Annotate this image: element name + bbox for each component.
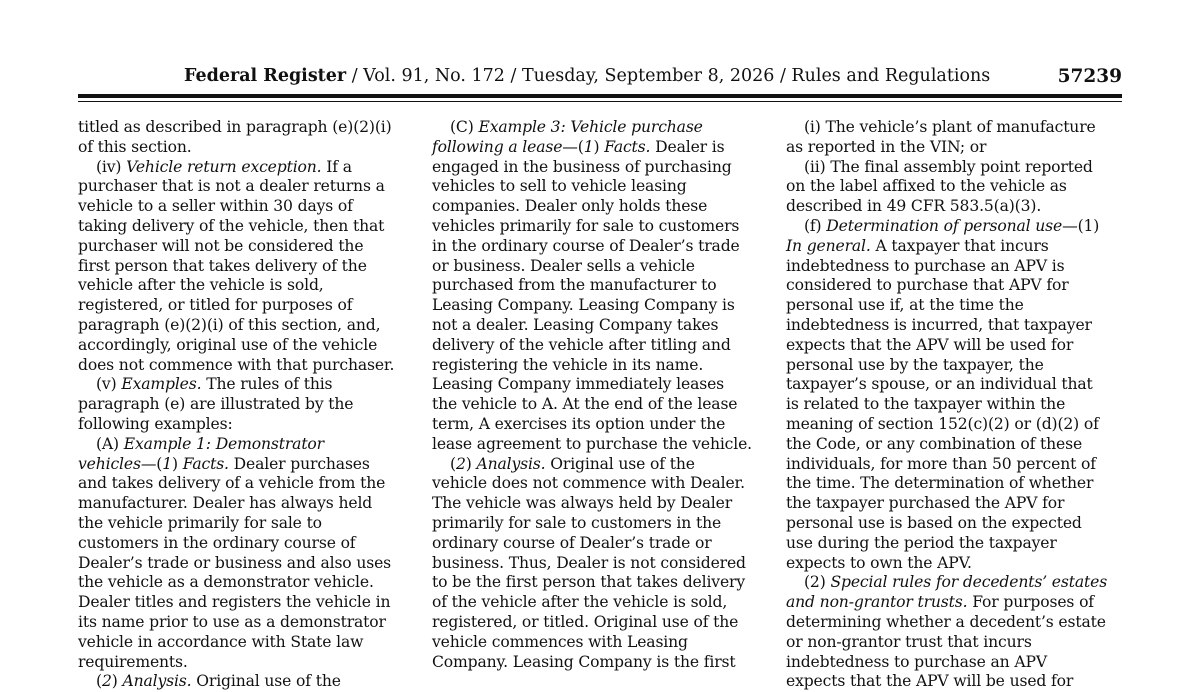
- text-line: [432, 356, 774, 376]
- text-line: [78, 613, 420, 633]
- text-column-3: [786, 118, 1128, 692]
- text-line: [432, 534, 774, 554]
- text-run: or non-grantor trust that incurs: [786, 632, 1032, 651]
- text-line: [78, 375, 420, 395]
- header-rule-thick: [78, 94, 1122, 98]
- text-run: personal use if, at the time the: [786, 296, 1024, 315]
- text-line: [78, 276, 420, 296]
- text-line: [786, 474, 1128, 494]
- text-run: —(1): [1062, 216, 1100, 235]
- text-line: [786, 375, 1128, 395]
- text-line: [432, 158, 774, 178]
- text-run: on the label affixed to the vehicle as: [786, 177, 1067, 196]
- text-run: of this section.: [78, 137, 192, 156]
- text-line: [78, 217, 420, 237]
- text-line: [432, 217, 774, 237]
- text-run: registering the vehicle in its name.: [432, 355, 704, 374]
- text-run: described in 49 CFR 583.5(a)(3).: [786, 197, 1042, 216]
- text-run: considered to purchase that APV for: [786, 276, 1069, 295]
- text-run: ): [465, 454, 477, 473]
- text-line: [432, 653, 774, 673]
- text-run: vehicles to sell to vehicle leasing: [432, 177, 687, 196]
- text-line: [432, 455, 774, 475]
- italic-run: and non-grantor trusts.: [786, 593, 968, 612]
- text-line: [432, 177, 774, 197]
- text-run: vehicle in accordance with State law: [78, 632, 364, 651]
- text-line: [786, 118, 1128, 138]
- text-line: [786, 336, 1128, 356]
- section-name: Rules and Regulations: [791, 66, 991, 86]
- text-line: [78, 474, 420, 494]
- italic-run: 1: [583, 137, 594, 156]
- text-run: accordingly, original use of the vehicle: [78, 335, 378, 354]
- text-line: [78, 395, 420, 415]
- text-run: ): [593, 137, 605, 156]
- text-line: [786, 296, 1128, 316]
- italic-run: following a lease: [432, 137, 563, 156]
- text-run: paragraph (e) are illustrated by the: [78, 395, 354, 414]
- text-run: taxpayer’s spouse, or an individual that: [786, 375, 1093, 394]
- text-run: (: [96, 672, 102, 691]
- text-line: [432, 573, 774, 593]
- text-line: [432, 474, 774, 494]
- italic-run: In general.: [786, 236, 871, 255]
- text-run: of the vehicle after the vehicle is sold,: [432, 593, 728, 612]
- text-line: [78, 138, 420, 158]
- text-run: —(: [140, 454, 163, 473]
- text-run: vehicles primarily for sale to customers: [432, 216, 740, 235]
- text-line: [786, 633, 1128, 653]
- italic-run: Examples.: [121, 375, 202, 394]
- text-run: its name prior to use as a demonstrator: [78, 612, 386, 631]
- text-line: [786, 395, 1128, 415]
- text-line: [78, 356, 420, 376]
- text-line: [432, 593, 774, 613]
- text-line: [786, 316, 1128, 336]
- text-line: [78, 158, 420, 178]
- text-line: [786, 455, 1128, 475]
- text-run: Leasing Company immediately leases: [432, 375, 724, 394]
- text-line: [78, 257, 420, 277]
- text-run: For purposes of: [967, 593, 1094, 612]
- text-run: requirements.: [78, 652, 188, 671]
- italic-run: Example 3: Vehicle purchase: [478, 118, 703, 136]
- text-run: the taxpayer purchased the APV for: [786, 494, 1065, 513]
- text-run: Dealer’s trade or business and also uses: [78, 553, 392, 572]
- italic-run: Analysis.: [122, 672, 192, 691]
- text-run: purchased from the manufacturer to: [432, 276, 717, 295]
- text-run: as reported in the VIN; or: [786, 137, 987, 156]
- text-line: [432, 138, 774, 158]
- volume-issue: Vol. 91, No. 172: [363, 66, 505, 86]
- text-run: lease agreement to purchase the vehicle.: [432, 434, 752, 453]
- italic-run: Determination of personal use: [826, 216, 1063, 235]
- text-line: [786, 573, 1128, 593]
- text-run: Dealer is: [650, 137, 725, 156]
- text-line: [78, 415, 420, 435]
- issue-date: Tuesday, September 8, 2026: [521, 66, 775, 86]
- text-run: (i) The vehicle’s plant of manufacture: [804, 118, 1096, 136]
- text-line: [786, 613, 1128, 633]
- text-line: [786, 435, 1128, 455]
- text-line: [786, 653, 1128, 673]
- text-run: expects to own the APV.: [786, 553, 972, 572]
- text-run: the vehicle to A. At the end of the lease: [432, 395, 738, 414]
- text-run: The rules of this: [201, 375, 333, 394]
- text-line: [78, 653, 420, 673]
- text-run: purchaser will not be considered the: [78, 236, 364, 255]
- page-header: [78, 62, 1122, 94]
- text-run: or business. Dealer sells a vehicle: [432, 256, 695, 275]
- text-run: not a dealer. Leasing Company takes: [432, 315, 719, 334]
- text-line: [78, 177, 420, 197]
- text-line: [78, 237, 420, 257]
- text-line: [432, 514, 774, 534]
- text-run: engaged in the business of purchasing: [432, 157, 732, 176]
- text-run: the time. The determination of whether: [786, 474, 1094, 493]
- text-run: Leasing Company. Leasing Company is: [432, 296, 735, 315]
- text-line: [78, 455, 420, 475]
- text-run: indebtedness to purchase an APV is: [786, 256, 1065, 275]
- page-number: 57239: [1057, 66, 1122, 87]
- text-run: in the ordinary course of Dealer’s trade: [432, 236, 740, 255]
- text-line: [78, 316, 420, 336]
- text-line: [786, 177, 1128, 197]
- running-head: Federal Register / Vol. 91, No. 172 / Tuesday, September 8, 2026 / Rules and Regulations: [184, 66, 991, 86]
- text-run: first person that takes delivery of the: [78, 256, 367, 275]
- text-run: meaning of section 152(c)(2) or (d)(2) of: [786, 414, 1099, 433]
- text-line: [432, 296, 774, 316]
- text-run: —(: [562, 137, 584, 156]
- text-run: (iv): [96, 157, 127, 176]
- text-run: vehicle to a seller within 30 days of: [78, 197, 353, 216]
- text-line: [432, 435, 774, 455]
- text-run: The vehicle was always held by Dealer: [432, 494, 732, 513]
- text-line: [78, 633, 420, 653]
- text-run: does not commence with that purchaser.: [78, 355, 395, 374]
- text-run: and takes delivery of a vehicle from the: [78, 474, 386, 493]
- text-run: individuals, for more than 50 percent of: [786, 454, 1096, 473]
- text-run: Dealer purchases: [228, 454, 370, 473]
- text-run: titled as described in paragraph (e)(2)(i): [78, 118, 392, 136]
- text-line: [78, 554, 420, 574]
- text-run: personal use is based on the expected: [786, 513, 1082, 532]
- text-run: (A): [96, 434, 124, 453]
- text-line: [432, 494, 774, 514]
- header-rule-thin: [78, 101, 1122, 102]
- text-run: the vehicle as a demonstrator vehicle.: [78, 573, 374, 592]
- text-run: the vehicle primarily for sale to: [78, 513, 322, 532]
- text-line: [432, 316, 774, 336]
- text-line: [786, 237, 1128, 257]
- text-line: [78, 494, 420, 514]
- text-line: [786, 197, 1128, 217]
- text-line: [432, 613, 774, 633]
- text-run: primarily for sale to customers in the: [432, 513, 722, 532]
- text-run: to be the first person that takes delivery: [432, 573, 745, 592]
- text-run: companies. Dealer only holds these: [432, 197, 708, 216]
- text-run: Dealer titles and registers the vehicle in: [78, 593, 391, 612]
- text-run: ): [172, 454, 183, 473]
- text-run: the Code, or any combination of these: [786, 434, 1083, 453]
- text-run: following examples:: [78, 414, 233, 433]
- text-line: [432, 197, 774, 217]
- text-line: [786, 672, 1128, 692]
- text-line: [432, 118, 774, 138]
- italic-run: 2: [455, 454, 466, 473]
- text-line: [432, 554, 774, 574]
- text-run: customers in the ordinary course of: [78, 533, 356, 552]
- text-line: [432, 276, 774, 296]
- text-line: [78, 197, 420, 217]
- text-run: registered, or titled. Original use of the: [432, 612, 739, 631]
- italic-run: Example 1: Demonstrator: [123, 434, 324, 453]
- text-line: [78, 296, 420, 316]
- text-run: Original use of the: [545, 454, 695, 473]
- text-run: Company. Leasing Company is the first: [432, 652, 736, 671]
- text-line: [78, 573, 420, 593]
- text-run: ): [111, 672, 123, 691]
- text-run: expects that the APV will be used for: [786, 672, 1074, 691]
- publication-name: Federal Register: [184, 66, 347, 86]
- text-line: [786, 138, 1128, 158]
- italic-run: Facts.: [182, 454, 229, 473]
- text-line: [78, 672, 420, 692]
- text-line: [432, 257, 774, 277]
- text-line: [78, 514, 420, 534]
- text-line: [786, 276, 1128, 296]
- text-line: [786, 534, 1128, 554]
- text-line: [786, 257, 1128, 277]
- text-line: [432, 415, 774, 435]
- italic-run: Facts.: [604, 137, 651, 156]
- text-line: [786, 554, 1128, 574]
- text-line: [786, 514, 1128, 534]
- text-line: [786, 415, 1128, 435]
- text-run: delivery of the vehicle after titling and: [432, 335, 731, 354]
- text-line: [432, 336, 774, 356]
- text-run: paragraph (e)(2)(i) of this section, and,: [78, 315, 381, 334]
- text-column-1: [78, 118, 420, 692]
- text-line: [78, 336, 420, 356]
- italic-run: vehicles: [78, 454, 141, 473]
- text-run: ordinary course of Dealer’s trade or: [432, 533, 712, 552]
- text-run: A taxpayer that incurs: [870, 236, 1049, 255]
- text-line: [432, 237, 774, 257]
- text-line: [786, 158, 1128, 178]
- text-line: [786, 593, 1128, 613]
- text-line: [432, 375, 774, 395]
- text-run: taking delivery of the vehicle, then that: [78, 216, 385, 235]
- text-run: (C): [450, 118, 479, 136]
- text-run: If a: [321, 157, 352, 176]
- text-run: vehicle after the vehicle is sold,: [78, 276, 324, 295]
- text-run: indebtedness is incurred, that taxpayer: [786, 315, 1092, 334]
- text-run: expects that the APV will be used for: [786, 335, 1074, 354]
- text-run: use during the period the taxpayer: [786, 533, 1057, 552]
- text-run: (: [450, 454, 456, 473]
- text-run: Original use of the: [191, 672, 341, 691]
- text-run: business. Thus, Dealer is not considered: [432, 553, 746, 572]
- text-run: vehicle commences with Leasing: [432, 632, 688, 651]
- italic-run: 1: [162, 454, 172, 473]
- text-run: personal use by the taxpayer, the: [786, 355, 1044, 374]
- text-line: [432, 633, 774, 653]
- text-run: manufacturer. Dealer has always held: [78, 494, 373, 513]
- text-run: indebtedness to purchase an APV: [786, 652, 1047, 671]
- italic-run: Analysis.: [476, 454, 546, 473]
- text-column-2: [432, 118, 774, 672]
- text-line: [786, 217, 1128, 237]
- text-line: [786, 356, 1128, 376]
- text-run: term, A exercises its option under the: [432, 414, 726, 433]
- italic-run: 2: [101, 672, 112, 691]
- text-run: determining whether a decedent’s estate: [786, 612, 1106, 631]
- text-line: [78, 435, 420, 455]
- text-line: [786, 494, 1128, 514]
- text-run: (2): [804, 573, 831, 592]
- text-run: vehicle does not commence with Dealer.: [432, 474, 745, 493]
- text-line: [432, 395, 774, 415]
- text-run: (ii) The final assembly point reported: [804, 157, 1093, 176]
- text-run: (v): [96, 375, 122, 394]
- text-run: (f): [804, 216, 827, 235]
- text-line: [78, 593, 420, 613]
- text-run: purchaser that is not a dealer returns a: [78, 177, 385, 196]
- text-run: is related to the taxpayer within the: [786, 395, 1066, 414]
- text-line: [78, 534, 420, 554]
- text-line: [78, 118, 420, 138]
- text-run: registered, or titled for purposes of: [78, 296, 353, 315]
- italic-run: Special rules for decedents’ estates: [830, 573, 1108, 592]
- italic-run: Vehicle return exception.: [126, 157, 322, 176]
